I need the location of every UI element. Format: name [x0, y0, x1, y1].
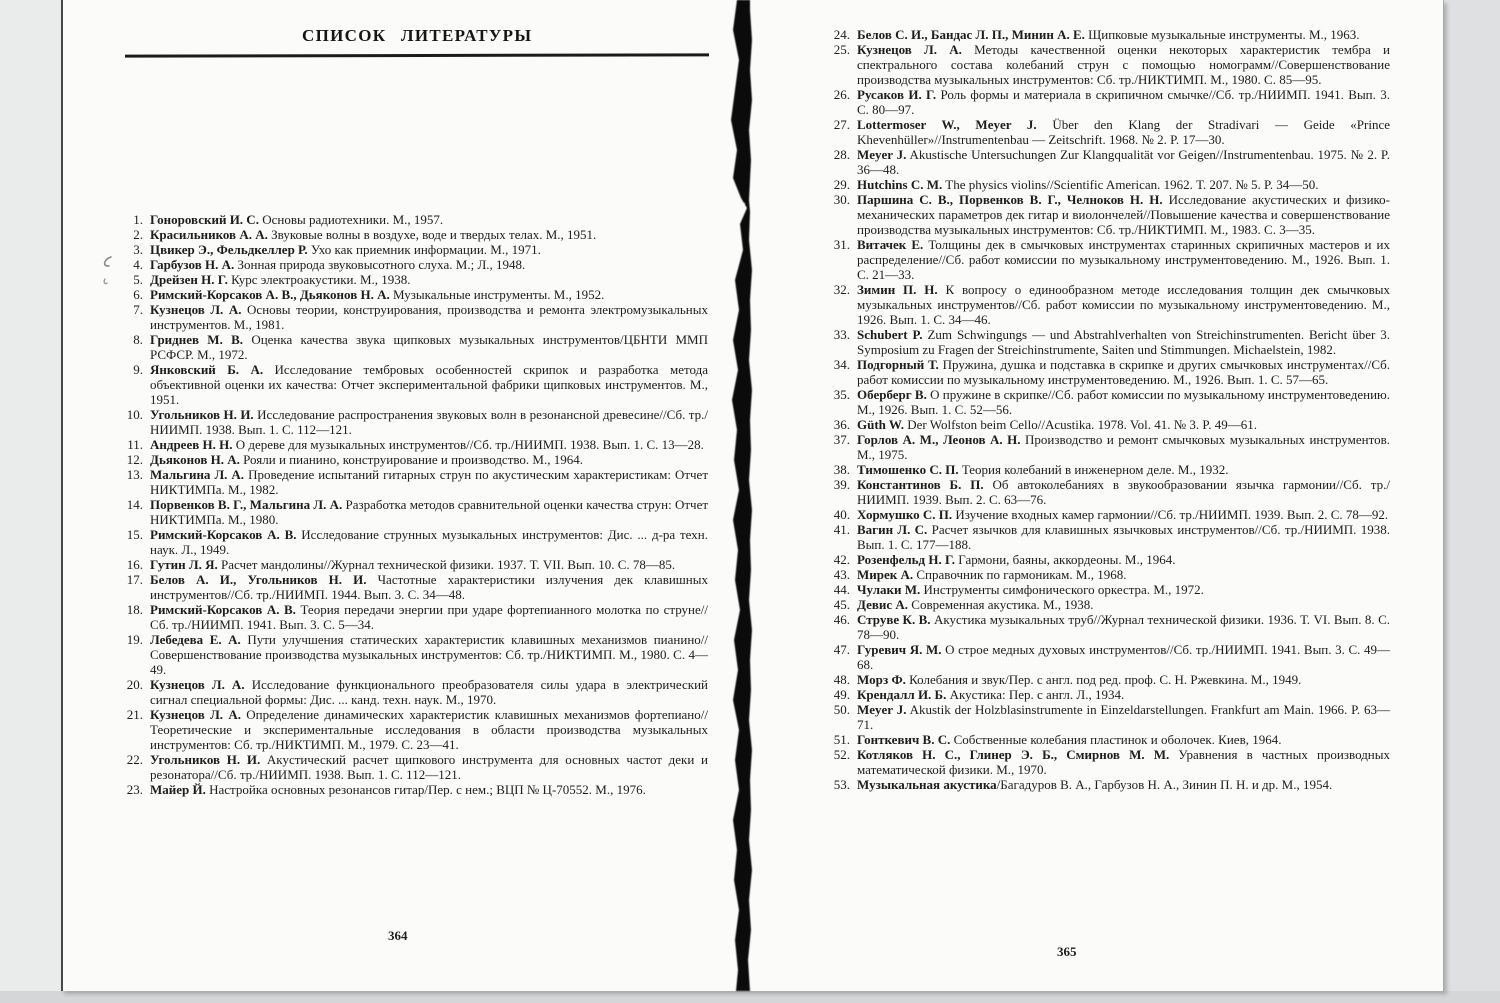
item-author: Кузнецов Л. А. [150, 302, 242, 317]
item-text: Пружина, душка и подставка в скрипке и других смычковых инструментах//Сб. работ комиссии по музыкальному инструментоведению. М., 1926. Вып. 1. С. 57—65. [857, 357, 1391, 387]
item-author: Крендалл И. Б. [857, 687, 947, 702]
item-author: Хормушко С. П. [857, 507, 953, 522]
reference-item [830, 117, 1390, 147]
item-number: 39. [833, 477, 850, 492]
reference-item [830, 582, 1390, 597]
item-text: Акустика: Пер. с англ. Л., 1934. [949, 687, 1125, 702]
item-text: Исследование акустических и физико-механических параметров дек гитар и виолончелей//Повышение качества и совершенствование производства музыкальных инструментов: Сб. тр./НИКТИМП. М., 1983. С. 3—35. [857, 192, 1391, 237]
item-number: 42. [833, 552, 850, 567]
item-number: 3. [133, 242, 143, 257]
item-author: Витачек Е. [857, 237, 924, 252]
item-number: 7. [133, 302, 143, 317]
reference-item [123, 707, 708, 752]
item-number: 30. [833, 192, 850, 207]
item-number: 12. [126, 452, 143, 467]
reference-item [123, 242, 708, 257]
item-number: 17. [126, 572, 143, 587]
reference-item [123, 572, 708, 602]
reference-item [830, 612, 1390, 642]
reference-item [830, 147, 1390, 177]
item-author: Паршина С. В., Порвенков В. Г., Челноков Н. Н. [857, 192, 1163, 207]
item-text: Звуковые волны в воздухе, воде и твердых телах. М., 1951. [271, 227, 597, 242]
item-text: Исследование функционального преобразователя силы удара в электрический сигнал специальной формы: Дис. ... канд. техн. наук. М., 1970. [150, 677, 708, 707]
item-text: Zum Schwingungs — und Abstrahlverhalten von Streichinstrumenten. Bericht über 3. Symposium zu Fragen der Streichinstrumente, Saiten und Stimmungen. Michaelstein, 1982. [857, 327, 1391, 357]
item-number: 19. [126, 632, 143, 647]
item-number: 21. [126, 707, 143, 722]
item-author: Янковский Б. А. [150, 362, 264, 377]
reference-item [123, 782, 708, 797]
reference-item [830, 87, 1390, 117]
item-text: Изучение входных камер гармонии//Сб. тр./НИИМП. 1939. Вып. 2. С. 78—92. [955, 507, 1389, 522]
item-author: Гуревич Я. М. [857, 642, 942, 657]
item-number: 2. [133, 227, 143, 242]
item-text: О пружине в скрипке//Сб. работ комиссии по музыкальному инструментоведению. М., 1926. Вып. 1. С. 52—56. [857, 387, 1390, 417]
item-author: Hutchins C. M. [857, 177, 943, 192]
item-text: Исследование распространения звуковых волн в резонансной древесине//Сб. тр./НИИМП. 1938. Вып. 1. С. 112—121. [150, 407, 708, 437]
reference-item [123, 332, 708, 362]
item-author: Порвенков В. Г., Мальгина Л. А. [150, 497, 343, 512]
reference-item [123, 362, 708, 407]
item-text: Современная акустика. М., 1938. [911, 597, 1094, 612]
reference-item [830, 237, 1390, 282]
item-author: Горлов А. М., Леонов А. Н. [857, 432, 1021, 447]
item-text: Der Wolfston beim Cello//Acustika. 1978. Vol. 41. № 3. P. 49—61. [907, 417, 1257, 432]
reference-item [830, 747, 1390, 777]
reference-item [830, 672, 1390, 687]
reference-item [123, 212, 708, 227]
item-number: 25. [833, 42, 850, 57]
item-text: Уравнения в частных производных математической физики. М., 1970. [857, 747, 1390, 777]
item-author: Гоноровский И. С. [150, 212, 259, 227]
item-text: Справочник по гармоникам. М., 1968. [916, 567, 1127, 582]
reference-item [830, 597, 1390, 612]
item-text: Роль формы и материала в скрипичном смычке//Сб. тр./НИИМП. 1941. Вып. 3. С. 80—97. [857, 87, 1390, 117]
item-number: 20. [126, 677, 143, 692]
item-text: Колебания и звук/Пер. с англ. под ред. проф. С. Н. Ржевкина. М., 1949. [909, 672, 1302, 687]
reference-item [123, 227, 708, 242]
reference-item [123, 497, 708, 527]
item-number: 13. [126, 467, 143, 482]
item-text: The physics violins//Scientific American. 1962. Т. 207. № 5. P. 34—50. [945, 177, 1319, 192]
item-number: 14. [126, 497, 143, 512]
item-author: Тимошенко С. П. [857, 462, 959, 477]
item-text: Исследование струнных музыкальных инструментов: Дис. ... д-ра техн. наук. Л., 1949. [150, 527, 708, 557]
reference-item [830, 327, 1390, 357]
reference-item [830, 282, 1390, 327]
item-author: Гарбузов Н. А. [150, 257, 235, 272]
item-author: Струве К. В. [857, 612, 931, 627]
item-author: Красильников А. А. [150, 227, 268, 242]
page-title: СПИСОК ЛИТЕРАТУРЫ [302, 26, 533, 45]
item-number: 26. [833, 87, 850, 102]
item-text: Расчет мандолины//Журнал технической физики. 1937. Т. VII. Вып. 10. С. 78—85. [220, 557, 676, 572]
item-number: 4. [133, 257, 143, 272]
page-number-right: 365 [1057, 944, 1077, 959]
reference-item [123, 467, 708, 497]
reference-item [830, 387, 1390, 417]
item-text: Ухо как приемник информации. М., 1971. [310, 242, 541, 257]
item-author: Белов А. И., Угольников Н. И. [150, 572, 367, 587]
item-text: Акустика музыкальных труб//Журнал технической физики. 1936. Т. VI. Вып. 8. С. 78—90. [857, 612, 1390, 642]
item-text: Собственные колебания пластинок и оболочек. Киев, 1964. [953, 732, 1282, 747]
item-number: 24. [833, 27, 850, 42]
item-author: Кузнецов Л. А. [150, 677, 245, 692]
item-number: 47. [833, 642, 850, 657]
item-number: 1. [133, 212, 143, 227]
handwritten-mark [96, 253, 120, 303]
reference-item [830, 192, 1390, 237]
reference-item [123, 287, 708, 302]
item-number: 31. [833, 237, 850, 252]
title-rule [125, 53, 709, 57]
reference-item [830, 552, 1390, 567]
item-text: Akustik der Holzblasinstrumente in Einzeldarstellungen. Frankfurt am Main. 1966. P. 63—71. [857, 702, 1390, 732]
item-author: Чулаки М. [857, 582, 921, 597]
item-author: Meyer J. [857, 702, 907, 717]
reference-item [830, 777, 1390, 792]
item-author: Гриднев М. В. [150, 332, 244, 347]
item-text: Разработка методов сравнительной оценки качества струн: Отчет НИКТИМПа. М., 1980. [150, 497, 709, 527]
item-number: 34. [833, 357, 850, 372]
item-author: Андреев Н. Н. [150, 437, 233, 452]
reference-item [123, 257, 708, 272]
item-text: К вопросу о единообразном методе исследования толщин дек смычковых музыкальных инструментов//Сб. работ комиссии по музыкальному инструментоведению. М., 1926. Вып. 1. С. 34—46. [857, 282, 1391, 327]
item-number: 29. [833, 177, 850, 192]
item-number: 27. [833, 117, 850, 132]
reference-item [830, 642, 1390, 672]
item-number: 37. [833, 432, 850, 447]
item-author: Кузнецов Л. А. [857, 42, 962, 57]
reference-item [123, 677, 708, 707]
item-text: Исследование тембровых особенностей скрипок и разработка метода объективной оценки их качества: Отчет экспериментальной фабрики щипковых инструментов. М., 1951. [150, 362, 708, 407]
item-author: Schubert P. [857, 327, 923, 342]
item-author: Вагин Л. С. [857, 522, 928, 537]
item-author: Цвикер Э., Фельдкеллер Р. [150, 242, 308, 257]
reference-item [830, 687, 1390, 702]
item-author: Мирек А. [857, 567, 914, 582]
item-number: 23. [126, 782, 143, 797]
item-author: Meyer J. [857, 147, 907, 162]
reference-item [123, 602, 708, 632]
item-number: 38. [833, 462, 850, 477]
item-text: Настройка основных резонансов гитар/Пер. с нем.; ВЦП № Ц-70552. М., 1976. [209, 782, 646, 797]
item-author: Дьяконов Н. А. [150, 452, 240, 467]
item-author: Зимин П. Н. [857, 282, 938, 297]
item-number: 48. [833, 672, 850, 687]
item-number: 43. [833, 567, 850, 582]
item-text: Частотные характеристики излучения дек клавишных инструментов//Сб. тр./НИИМП. 1944. Вып. 3. С. 34—48. [150, 572, 708, 602]
reference-item [123, 452, 708, 467]
scanner-left-margin [0, 0, 61, 991]
item-text: Зонная природа звуковысотного слуха. М.; Л., 1948. [237, 257, 526, 272]
item-text: Теория колебаний в инженерном деле. М., 1932. [961, 462, 1229, 477]
item-number: 28. [833, 147, 850, 162]
item-number: 15. [126, 527, 143, 542]
item-number: 5. [133, 272, 143, 287]
scanner-bottom-margin [0, 991, 1500, 1003]
reference-item [830, 27, 1390, 42]
reference-item [830, 567, 1390, 582]
item-number: 8. [133, 332, 143, 347]
reference-item [123, 527, 708, 557]
reference-item [830, 507, 1390, 522]
item-author: Константинов Б. П. [857, 477, 984, 492]
item-number: 36. [833, 417, 850, 432]
item-author: Девис А. [857, 597, 909, 612]
item-text: Основы теории, конструирования, производства и ремонта электромузыкальных инструментов. М., 1981. [150, 302, 708, 332]
item-author: Кузнецов Л. А. [150, 707, 241, 722]
item-number: 16. [126, 557, 143, 572]
book-spread [61, 0, 1444, 991]
item-number: 44. [833, 582, 850, 597]
item-number: 41. [833, 522, 850, 537]
item-number: 32. [833, 282, 850, 297]
reference-item [123, 632, 708, 677]
item-number: 6. [133, 287, 143, 302]
page-number-left: 364 [388, 928, 408, 943]
item-text: Рояли и пианино, конструирование и производство. М., 1964. [243, 452, 583, 467]
item-author: Мальгина Л. А. [150, 467, 245, 482]
item-text: Расчет язычков для клавишных язычковых инструментов//Сб. тр./НИИМП. 1938. Вып. 1. С. 177—188. [857, 522, 1391, 552]
item-number: 35. [833, 387, 850, 402]
item-text: Основы радиотехники. М., 1957. [262, 212, 444, 227]
item-text: Инструменты симфонического оркестра. М., 1972. [923, 582, 1204, 597]
item-text: Щипковые музыкальные инструменты. М., 1963. [1088, 27, 1360, 42]
book-gutter-shadow [723, 0, 773, 991]
item-number: 51. [833, 732, 850, 747]
item-author: Римский-Корсаков А. В., Дьяконов Н. А. [150, 287, 390, 302]
item-text: Методы качественной оценки некоторых характеристик тембра и спектрального состава колебаний струн с помощью номограмм//Совершенствование производства музыкальных инструментов: Сб. тр./НИКТИМП. М., 1980. С. 85—95. [857, 42, 1391, 87]
item-author: Котляков Н. С., Глинер Э. Б., Смирнов М. М. [857, 747, 1170, 762]
item-author: Розенфельд Н. Г. [857, 552, 956, 567]
item-text: Пути улучшения статических характеристик клавишных механизмов пианино//Совершенствование производства музыкальных инструментов: Сб. тр./НИКТИМП. М., 1980. С. 4—49. [150, 632, 709, 677]
item-author: Музыкальная акустика [857, 777, 997, 792]
item-number: 45. [833, 597, 850, 612]
item-author: Оберберг В. [857, 387, 927, 402]
item-text: О дереве для музыкальных инструментов//Сб. тр./НИИМП. 1938. Вып. 1. С. 13—28. [235, 437, 704, 452]
reference-item [830, 477, 1390, 507]
reference-item [830, 432, 1390, 462]
reference-item [830, 462, 1390, 477]
item-author: Белов С. И., Бандас Л. П., Минин А. Е. [857, 27, 1085, 42]
item-text: Akustische Untersuchungen Zur Klangqualität vor Geigen//Instrumentenbau. 1975. № 2. P. 36—48. [857, 147, 1390, 177]
item-number: 46. [833, 612, 850, 627]
item-number: 53. [833, 777, 850, 792]
item-text: О строе медных духовых инструментов//Сб. тр./НИИМП. 1941. Вып. 3. С. 49—68. [857, 642, 1391, 672]
item-text: Производство и ремонт смычковых музыкальных инструментов. М., 1975. [857, 432, 1390, 462]
item-author: Римский-Корсаков А. В. [150, 602, 296, 617]
item-author: Морз Ф. [857, 672, 906, 687]
item-text: Толщины дек в смычковых инструментах старинных скрипичных мастеров и их распределение//Сб. работ комиссии по музыкальному инструментоведению. М., 1926. Вып. 1. С. 21—33. [857, 237, 1391, 282]
item-text: Определение динамических характеристик клавишных механизмов фортепиано//Теоретические и экспериментальные исследования в области производства музыкальных инструментов: Сб. тр./НИКТИМП. М., 1979. С. 23—41. [150, 707, 708, 752]
reference-item [830, 702, 1390, 732]
reference-item [830, 42, 1390, 87]
item-author: Подгорный Т. [857, 357, 939, 372]
item-author: Лебедева Е. А. [150, 632, 241, 647]
item-number: 49. [833, 687, 850, 702]
reference-item [123, 407, 708, 437]
item-author: Гонткевич В. С. [857, 732, 951, 747]
item-author: Угольников Н. И. [150, 407, 254, 422]
item-number: 40. [833, 507, 850, 522]
reference-item [830, 417, 1390, 432]
item-text: Курс электроакустики. М., 1938. [231, 272, 411, 287]
reference-item [830, 177, 1390, 192]
item-author: Угольников Н. И. [150, 752, 261, 767]
item-number: 33. [833, 327, 850, 342]
reference-item [123, 437, 708, 452]
reference-item [830, 732, 1390, 747]
reference-item [830, 357, 1390, 387]
item-author: Гутин Л. Я. [150, 557, 218, 572]
item-number: 52. [833, 747, 850, 762]
reference-item [830, 522, 1390, 552]
item-text: Музыкальные инструменты. М., 1952. [392, 287, 605, 302]
item-text: Акустический расчет щипкового инструмента для основных частот деки и резонатора//Сб. тр./НИИМП. 1938. Вып. 1. С. 112—121. [150, 752, 708, 782]
item-author: Русаков И. Г. [857, 87, 937, 102]
reference-list-left [123, 212, 708, 797]
item-number: 50. [833, 702, 850, 717]
item-author: Майер Й. [150, 782, 206, 797]
item-text: /Багадуров В. А., Гарбузов Н. А., Зинин П. Н. и др. М., 1954. [996, 777, 1333, 792]
item-text: Гармони, баяны, аккордеоны. М., 1964. [958, 552, 1176, 567]
item-number: 10. [126, 407, 143, 422]
item-number: 9. [133, 362, 143, 377]
reference-item [123, 272, 708, 287]
item-author: Римский-Корсаков А. В. [150, 527, 297, 542]
item-number: 22. [126, 752, 143, 767]
item-text: Проведение испытаний гитарных струн по акустическим характеристикам: Отчет НИКТИМПа. М., 1982. [150, 467, 709, 497]
item-text: Об автоколебаниях в звукообразовании язычка гармонии//Сб. тр./НИИМП. 1939. Вып. 2. С. 63—76. [857, 477, 1391, 507]
reference-item [123, 302, 708, 332]
item-author: Дрейзен Н. Г. [150, 272, 228, 287]
item-text: Теория передачи энергии при ударе фортепианного молотка по струне//Сб. тр./НИИМП. 1941. Вып. 3. С. 5—34. [150, 602, 708, 632]
reference-item [123, 557, 708, 572]
item-number: 18. [126, 602, 143, 617]
item-author: Güth W. [857, 417, 904, 432]
reference-item [123, 752, 708, 782]
item-number: 11. [127, 437, 143, 452]
item-text: Оценка качества звука щипковых музыкальных инструментов/ЦБНТИ ММП РСФСР. М., 1972. [150, 332, 708, 362]
item-text: Über den Klang der Stradivari — Geide «Prince Khevenhüller»//Instrumentenbau — Zeitschrift. 1968. № 2. P. 17—30. [857, 117, 1390, 147]
item-author: Lottermoser W., Meyer J. [857, 117, 1037, 132]
reference-list-right [830, 27, 1390, 792]
